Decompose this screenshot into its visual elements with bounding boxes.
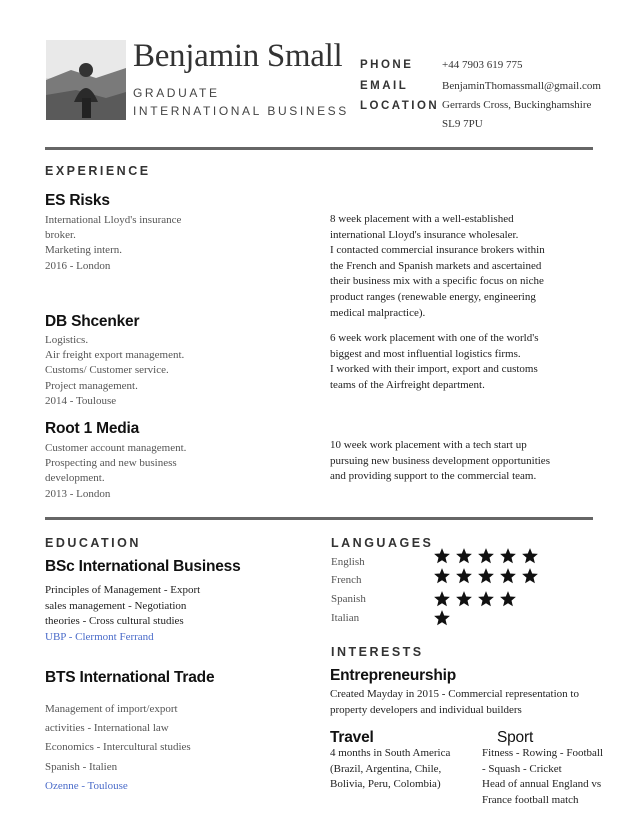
interest-description	[482, 746, 632, 808]
job-summary-line: Project management.	[45, 379, 138, 392]
job-title-line-1: GRADUATE	[133, 86, 220, 100]
job-description-line: 8 week placement with a well-established	[330, 213, 514, 225]
star-icon	[455, 547, 473, 565]
interest-description-line: France football match	[482, 793, 579, 806]
job-company: ES Risks	[45, 192, 110, 209]
education-section-label: EDUCATION	[45, 536, 141, 550]
job-summary-line: development.	[45, 472, 105, 485]
job-description-line: I contacted commercial insurance brokers within	[330, 244, 545, 257]
star-icon	[477, 590, 495, 608]
profile-photo	[46, 40, 126, 120]
interest-description	[330, 746, 480, 793]
star-icon	[521, 567, 539, 585]
star-icon	[477, 547, 495, 565]
job-summary	[45, 333, 305, 409]
degree-detail-line: activities - International law	[45, 722, 169, 735]
language-name: French	[331, 574, 362, 586]
degree-detail-line: theories - Cross cultural studies	[45, 615, 184, 628]
star-icon	[521, 547, 539, 565]
job-description-line: 10 week work placement with a tech start up	[330, 439, 527, 451]
degree-details	[45, 583, 305, 645]
job-summary	[45, 213, 305, 274]
star-icon	[499, 567, 517, 585]
degree-detail-line: Management of import/export	[45, 703, 178, 715]
interest-description-line: Created Mayday in 2015 - Commercial representation to	[330, 688, 579, 700]
degree-title: BTS International Trade	[45, 669, 215, 686]
job-title-line-2: INTERNATIONAL BUSINESS	[133, 104, 349, 118]
star-icon	[455, 567, 473, 585]
location-value-line-2: SL9 7PU	[442, 118, 483, 130]
experience-section-label: EXPERIENCE	[45, 164, 151, 178]
job-summary-line: Customs/ Customer service.	[45, 364, 169, 377]
language-rating	[433, 590, 517, 608]
interest-title: Entrepreneurship	[330, 667, 456, 684]
interest-description	[330, 687, 630, 718]
job-description-line: product ranges (renewable energy, engineering	[330, 290, 536, 303]
job-company: Root 1 Media	[45, 420, 140, 437]
languages-section-label: LANGUAGES	[331, 536, 434, 550]
job-company: DB Shcenker	[45, 313, 140, 330]
job-summary-line: 2016 - London	[45, 259, 111, 272]
phone-value: +44 7903 619 775	[442, 59, 523, 71]
job-summary-line: broker.	[45, 229, 76, 242]
star-icon	[455, 590, 473, 608]
degree-detail-line: sales management - Negotiation	[45, 599, 187, 612]
interest-description-line: Bolivia, Peru, Colombia)	[330, 778, 441, 791]
job-description-line: and providing support to the commercial team.	[330, 470, 537, 483]
degree-detail-line: Spanish - Italien	[45, 760, 118, 773]
job-description-line: pursuing new business development opportunities	[330, 454, 550, 467]
star-icon	[433, 590, 451, 608]
profile-photo-image	[46, 40, 126, 120]
location-label: LOCATION	[360, 100, 440, 112]
degree-details	[45, 700, 305, 796]
interest-title: Travel	[330, 729, 374, 746]
job-summary-line: 2013 - London	[45, 487, 111, 500]
job-description-line: 6 week work placement with one of the world's	[330, 332, 539, 344]
interests-section-label: INTERESTS	[331, 645, 424, 659]
star-icon	[433, 567, 451, 585]
job-description-line: teams of the Airfreight department.	[330, 378, 485, 391]
job-summary-line: Prospecting and new business	[45, 457, 177, 470]
email-value[interactable]: BenjaminThomassmall@gmail.com	[442, 80, 601, 92]
star-icon	[499, 590, 517, 608]
star-icon	[477, 567, 495, 585]
language-rating	[433, 567, 539, 585]
interest-description-line: 4 months in South America	[330, 747, 451, 759]
interest-description-line: Head of annual England vs	[482, 778, 602, 791]
phone-label: PHONE	[360, 59, 414, 71]
job-summary-line: Customer account management.	[45, 442, 187, 454]
job-description	[330, 212, 600, 321]
job-summary-line: International Lloyd's insurance	[45, 214, 182, 226]
interest-description-line: Fitness - Rowing - Football	[482, 747, 604, 759]
interest-description-line: property developers and individual builders	[330, 703, 522, 716]
language-rating	[433, 609, 451, 627]
job-description-line: the French and Spanish markets and ascertained	[330, 259, 542, 272]
location-value-line-1: Gerrards Cross, Buckinghamshire	[442, 99, 592, 111]
job-summary-line: Marketing intern.	[45, 244, 122, 257]
star-icon	[499, 547, 517, 565]
job-description	[330, 331, 600, 393]
email-label: EMAIL	[360, 80, 409, 92]
header-divider	[45, 147, 593, 150]
job-summary-line: Air freight export management.	[45, 349, 185, 362]
job-description-line: international Lloyd's insurance wholesaler.	[330, 228, 519, 241]
language-name: Spanish	[331, 593, 366, 605]
star-icon	[433, 609, 451, 627]
interest-description-line: (Brazil, Argentina, Chile,	[330, 762, 442, 775]
candidate-name: Benjamin Small	[133, 38, 343, 74]
job-summary	[45, 441, 305, 502]
experience-divider	[45, 517, 593, 520]
language-rating	[433, 547, 539, 565]
degree-detail-line: Principles of Management - Export	[45, 584, 201, 596]
job-description-line: medical malpractice).	[330, 306, 426, 319]
job-description-line: I worked with their import, export and customs	[330, 363, 538, 376]
interest-title: Sport	[497, 729, 534, 746]
language-name: English	[331, 556, 365, 568]
job-summary-line: Logistics.	[45, 334, 89, 346]
degree-school: UBP - Clermont Ferrand	[45, 630, 154, 643]
interest-description-line: - Squash - Cricket	[482, 762, 562, 775]
language-name: Italian	[331, 612, 360, 624]
degree-school: Ozenne - Toulouse	[45, 779, 128, 792]
job-description-line: biggest and most influential logistics firms.	[330, 347, 521, 360]
job-description-line: their business mix with a specific focus on niche	[330, 275, 544, 288]
job-summary-line: 2014 - Toulouse	[45, 394, 117, 407]
degree-title: BSc International Business	[45, 558, 241, 575]
star-icon	[433, 547, 451, 565]
degree-detail-line: Economics - Intercultural studies	[45, 741, 191, 754]
job-description	[330, 438, 600, 485]
